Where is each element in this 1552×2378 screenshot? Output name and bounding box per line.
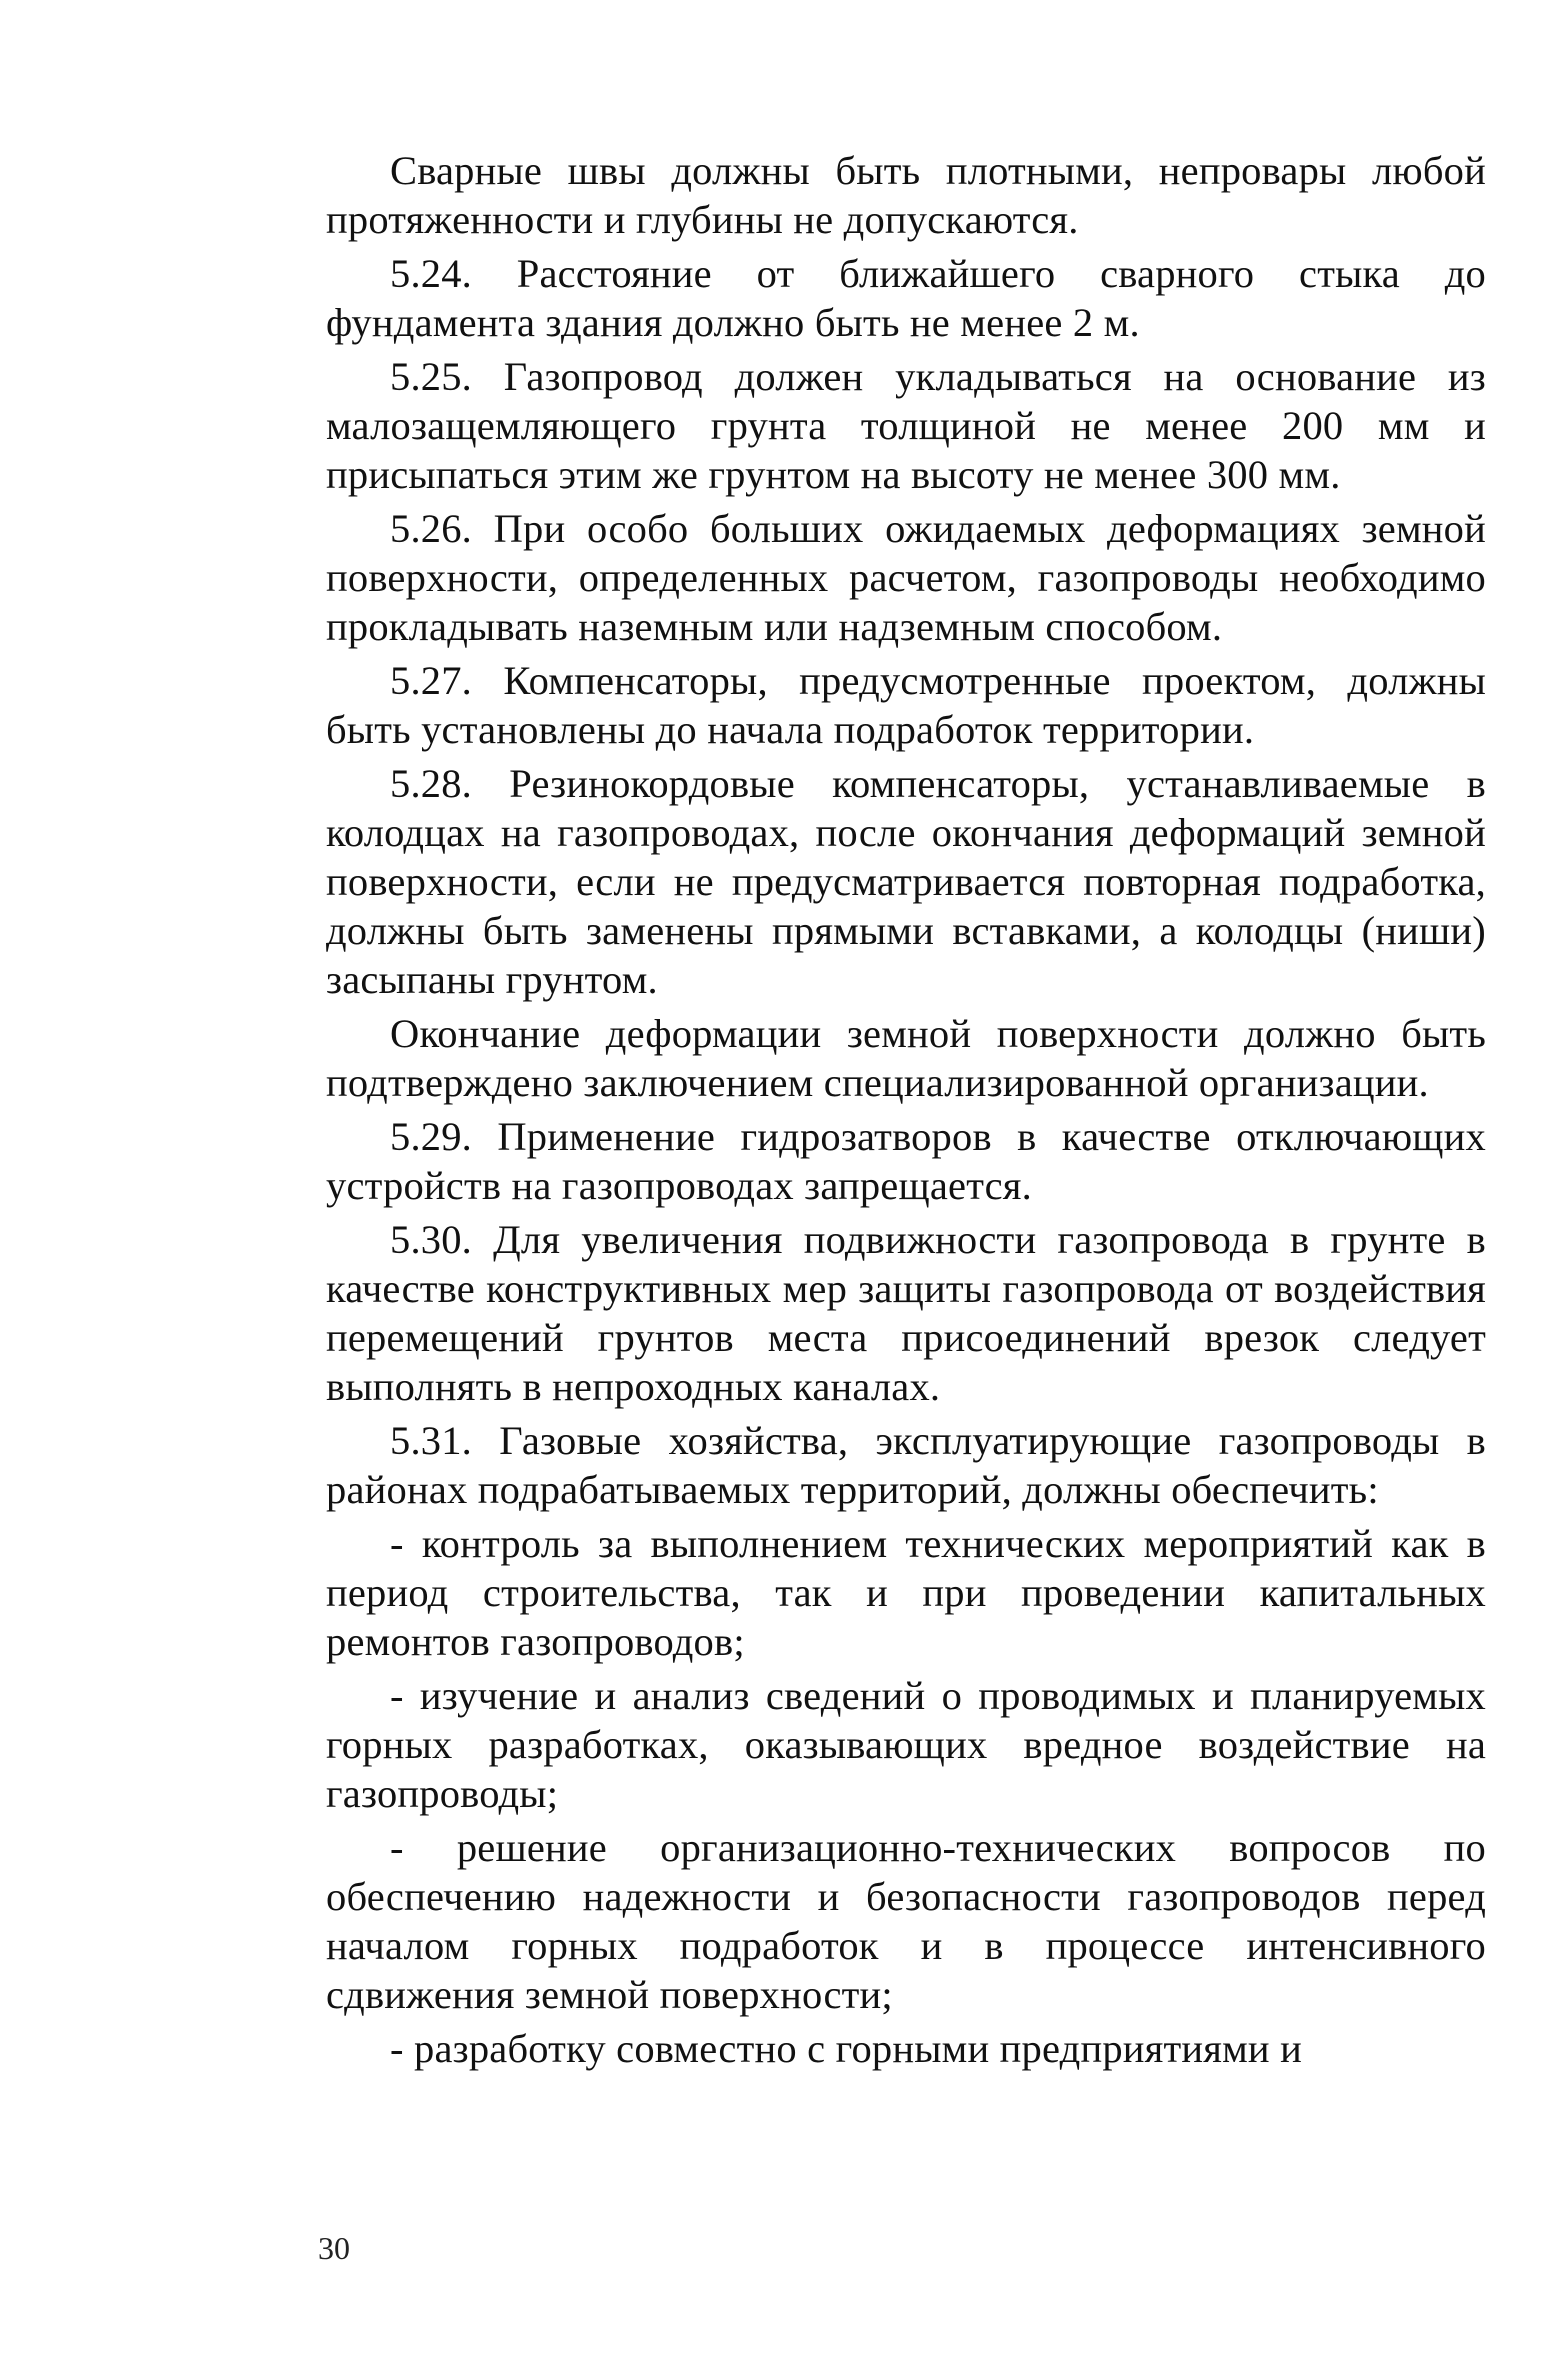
list-item-development: - разработку совместно с горными предприятиями и [390,2026,1302,2071]
paragraph-5-30: 5.30. Для увеличения подвижности газопровода в грунте в качестве конструктивных мер защиты газопровода от воздействия перемещений грунтов места присоединений врезок следует выполнять в непроходных каналах. [326,1217,1486,1409]
paragraph-5-24: 5.24. Расстояние от ближайшего сварного стыка до фундамента здания должно быть не менее 2 м. [326,251,1486,345]
paragraph-weld-seams: Сварные швы должны быть плотными, непровары любой протяженности и глубины не допускаются. [326,148,1486,242]
page-number: 30 [318,2230,350,2266]
body-text [326,146,1486,2078]
paragraph-5-27: 5.27. Компенсаторы, предусмотренные проектом, должны быть установлены до начала подработок территории. [326,658,1486,752]
paragraph-5-28: 5.28. Резинокордовые компенсаторы, устанавливаемые в колодцах на газопроводах, после окончания деформаций земной поверхности, если не предусматривается повторная подработка, должны быть заменены прямыми вставками, а колодцы (ниши) засыпаны грунтом. [326,761,1486,1002]
paragraph-5-31: 5.31. Газовые хозяйства, эксплуатирующие газопроводы в районах подрабатываемых территорий, должны обеспечить: [326,1418,1486,1512]
paragraph-5-25: 5.25. Газопровод должен укладываться на основание из малозащемляющего грунта толщиной не менее 200 мм и присыпаться этим же грунтом на высоту не менее 300 мм. [326,354,1486,497]
list-item-study: - изучение и анализ сведений о проводимых и планируемых горных разработках, оказывающих вредное воздействие на газопроводы; [326,1673,1486,1816]
paragraph-5-26: 5.26. При особо больших ожидаемых деформациях земной поверхности, определенных расчетом, газопроводы необходимо прокладывать наземным или надземным способом. [326,506,1486,649]
paragraph-deformation-end: Окончание деформации земной поверхности должно быть подтверждено заключением специализированной организации. [326,1011,1486,1105]
list-item-control: - контроль за выполнением технических мероприятий как в период строительства, так и при проведении капитальных ремонтов газопроводов; [326,1521,1486,1664]
paragraph-5-29: 5.29. Применение гидрозатворов в качестве отключающих устройств на газопроводах запрещается. [326,1114,1486,1208]
list-item-solution: - решение организационно-технических вопросов по обеспечению надежности и безопасности газопроводов перед началом горных подработок и в процессе интенсивного сдвижения земной поверхности; [326,1825,1486,2017]
